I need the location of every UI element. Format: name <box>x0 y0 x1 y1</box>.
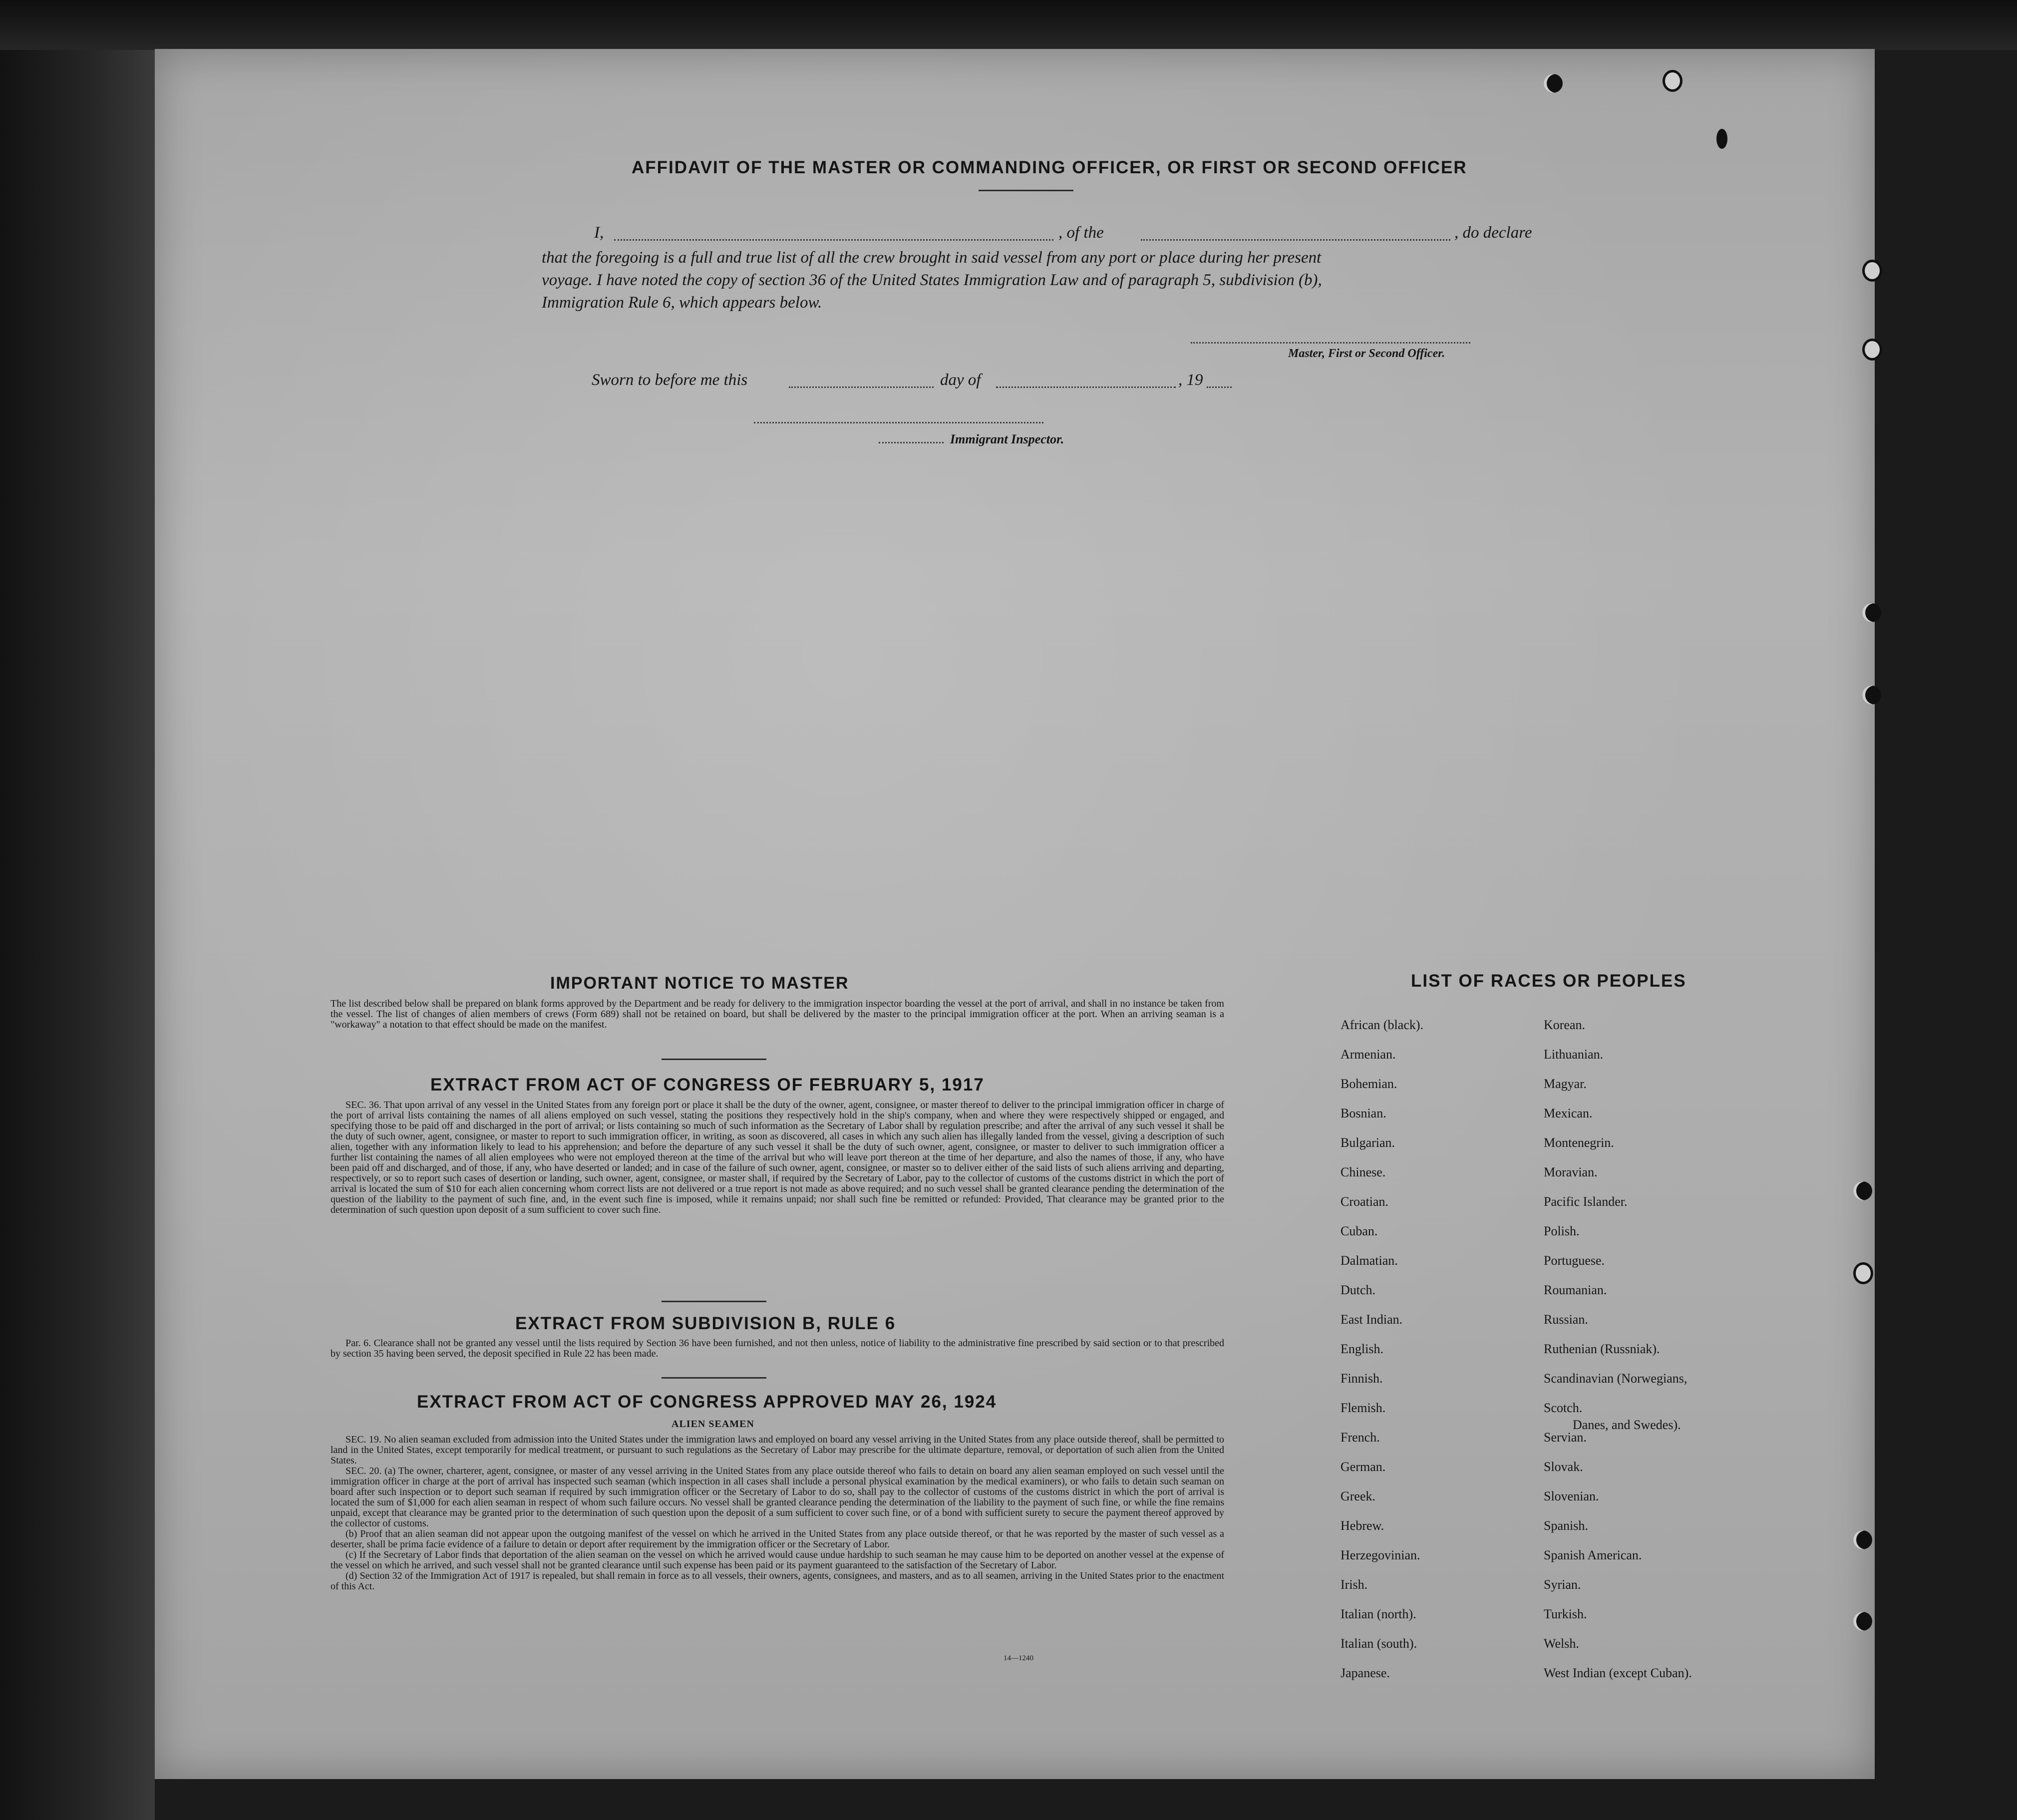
sworn-start: Sworn to before me this <box>592 371 748 389</box>
alien-seamen-subtitle: ALIEN SEAMEN <box>672 1419 754 1430</box>
race-item: Greek. <box>1341 1489 1376 1503</box>
extract-1924-title: EXTRACT FROM ACT OF CONGRESS APPROVED MAY 26, 1924 <box>417 1392 997 1412</box>
divider <box>662 1377 766 1379</box>
race-item: Bohemian. <box>1341 1077 1397 1091</box>
section-20b-text: (b) Proof that an alien seaman did not appear upon the outgoing manifest of the vessel on which he arrived in the United States from any place outside thereof, or that he was reported by the master of such vessel as a deserter, shall be prima facie evidence of a failure to detain or deport after requirement by the immigration officer or the Secretary of Labor. <box>331 1528 1224 1550</box>
affidavit-title: AFFIDAVIT OF THE MASTER OR COMMANDING OFFICER, OR FIRST OR SECOND OFFICER <box>632 158 1467 177</box>
rule-6-title: EXTRACT FROM SUBDIVISION B, RULE 6 <box>515 1314 896 1333</box>
sworn-year-blank[interactable] <box>1207 386 1232 388</box>
race-item: Ruthenian (Russniak). <box>1544 1342 1660 1356</box>
race-item: Spanish. <box>1544 1518 1588 1533</box>
race-item: Montenegrin. <box>1544 1135 1614 1150</box>
punch-hole-icon <box>1862 603 1881 622</box>
race-item: East Indian. <box>1341 1312 1403 1327</box>
race-item: Bulgarian. <box>1341 1135 1395 1150</box>
inspector-signature-line[interactable] <box>754 422 1043 423</box>
name-blank[interactable] <box>614 239 1053 241</box>
race-item: Turkish. <box>1544 1607 1587 1621</box>
race-item: Scotch. <box>1544 1401 1583 1415</box>
races-title: LIST OF RACES OR PEOPLES <box>1411 971 1686 991</box>
rule-6-text: Par. 6. Clearance shall not be granted any vessel until the lists required by Section 36 have been furnished, and not then unless, notice of liability to the administrative fine prescribed by said section or to that prescribed by section 35 having been served, the deposit specified in Rule 22 has been made. <box>331 1338 1224 1359</box>
race-item: African (black). <box>1341 1018 1424 1032</box>
race-item: Slovenian. <box>1544 1489 1599 1503</box>
punch-hole-icon <box>1862 686 1881 705</box>
race-item: Hebrew. <box>1341 1518 1384 1533</box>
race-item: Japanese. <box>1341 1666 1390 1680</box>
scan-border-left <box>0 0 155 1820</box>
sworn-day-of: day of <box>940 371 981 389</box>
race-item: Mexican. <box>1544 1106 1593 1120</box>
race-item: Bosnian. <box>1341 1106 1386 1120</box>
notice-title: IMPORTANT NOTICE TO MASTER <box>550 974 849 993</box>
punch-hole-icon <box>1862 260 1882 282</box>
race-item: Magyar. <box>1544 1077 1587 1091</box>
race-item: Lithuanian. <box>1544 1047 1604 1062</box>
section-36-text: SEC. 36. That upon arrival of any vessel in the United States from any foreign port or place it shall be the duty of the owner, agent, consignee, or master thereof to deliver to the principal immigration officer in charge of the port of arrival lists containing the names of all aliens employed on such vessel, stating the positions they respectively hold in the ship's company, when and where they were respectively shipped or engaged, and specifying those to be paid off and discharged in the port of arrival; or lists containing so much of such information as the Secretary of Labor shall by regulation prescribe; and after the arrival of any such vessel it shall be the duty of such owner, agent, consignee, or master to report to such immigration officer, in writing, as soon as discovered, all cases in which any such alien has illegally landed from the vessel, giving a description of such alien, together with any information likely to lead to his apprehension; and before the departure of any such vessel it shall be the duty of such owner, agent, consignee, or master to deliver to such immigration officer a further list containing the names of all alien employees who were not employed thereon at the time of the arrival but who will leave port thereon at the time of her departure, and also the names of those, if any, who have been paid off and discharged, and of those, if any, who have deserted or landed; and in case of the failure of such owner, agent, consignee, or master so to deliver either of the said lists of such aliens arriving and departing, respectively, or so to report such cases of desertion or landing, such owner, agent, consignee, or master shall, if required by the Secretary of Labor, pay to the collector of customs of the customs district in which the port of arrival is located the sum of $10 for each alien concerning whom correct lists are not delivered or a true report is not made as above required; and no such vessel shall be granted clearance pending the determination of the question of the liability to the payment of such fine, and, in the event such fine is imposed, while it remains unpaid; nor shall such fine be remitted or refunded: Provided, That clearance may be granted prior to the determination of such question upon deposit of a sum sufficient to cover such fine. <box>331 1099 1224 1215</box>
officer-caption: Master, First or Second Officer. <box>1288 347 1445 360</box>
race-item: West Indian (except Cuban). <box>1544 1666 1692 1680</box>
race-item: Spanish American. <box>1544 1548 1642 1562</box>
races-left-column <box>1341 1018 1520 1742</box>
punch-hole-icon <box>1853 1530 1872 1549</box>
race-item: Portuguese. <box>1544 1253 1605 1268</box>
document-page <box>155 49 1875 1779</box>
race-item: Slovak. <box>1544 1459 1583 1474</box>
race-item-continuation: Danes, and Swedes). <box>1573 1418 1681 1432</box>
race-item: Welsh. <box>1544 1636 1579 1651</box>
race-item: Korean. <box>1544 1018 1586 1032</box>
inspector-caption: Immigrant Inspector. <box>950 432 1064 446</box>
section-20c-text: (c) If the Secretary of Labor finds that deportation of the alien seaman on the vessel on which he arrived would cause undue hardship to such seaman he may cause him to be deported on another vessel at the expense of the vessel on which he arrived, and such vessel shall not be granted clearance until such expense has been paid or its payment guaranteed to the satisfaction of the Secretary of Labor. <box>331 1549 1224 1571</box>
race-item: Italian (south). <box>1341 1636 1417 1651</box>
race-item: Cuban. <box>1341 1224 1378 1238</box>
sworn-line <box>592 368 1390 393</box>
punch-hole-icon <box>1862 339 1882 361</box>
divider <box>662 1059 766 1060</box>
declaration-line-4: Immigration Rule 6, which appears below. <box>542 294 822 312</box>
declaration-line-3: voyage. I have noted the copy of section 36 of the United States Immigration Law and of paragraph 5, subdivision (b), <box>542 271 1322 289</box>
race-item: Dalmatian. <box>1341 1253 1398 1268</box>
inspector-title-blank <box>879 442 944 443</box>
sworn-month-blank[interactable] <box>996 386 1176 388</box>
notice-body: The list described below shall be prepared on blank forms approved by the Department and be ready for delivery to the immigration inspector boarding the vessel at the port of arrival, and shall in no instance be taken from the vessel. The list of changes of alien members of crews (Form 689) shall not be retained on board, but shall be delivered by the master to the principal immigration officer at the port. When an arriving seaman is a "workaway" a notation to that effect should be made on the manifest. <box>331 998 1224 1030</box>
declaration-start: I, <box>594 224 604 242</box>
race-item: Finnish. <box>1341 1371 1383 1386</box>
race-item: Dutch. <box>1341 1283 1376 1297</box>
vessel-blank[interactable] <box>1141 239 1450 241</box>
races-right-column <box>1544 1018 1823 1742</box>
section-20a-text: SEC. 20. (a) The owner, charterer, agent, consignee, or master of any vessel arriving in the United States from any place outside thereof who fails to detain on board any alien seaman employed on such vessel until the immigration officer in charge at the port of arrival has inspected such seaman (which inspection in all cases shall include a personal physical examination by the medical examiners), or who fails to detain such seaman on board after such inspection or to deport such seaman if required by such immigration officer or the Secretary of Labor to do so, shall pay to the collector of customs of the customs district in which the port of arrival is located the sum of $1,000 for each alien seaman in respect of whom such failure occurs. No vessel shall be granted clearance pending the determination of the liability to the payment of such fine, or while the fine remains unpaid, except that clearance may be granted prior to the determination of such question upon the deposit of a sum sufficient to cover such fine, or of a bond with sufficient surety to secure the payment thereof approved by the collector of customs. <box>331 1465 1224 1529</box>
race-item: English. <box>1341 1342 1383 1356</box>
race-item: Moravian. <box>1544 1165 1598 1179</box>
divider <box>662 1301 766 1302</box>
extract-1924-body <box>331 1435 1224 1592</box>
section-20d-text: (d) Section 32 of the Immigration Act of 1917 is repealed, but shall remain in force as to all vessels, their owners, agents, consignees, and masters, and as to all seamen, arriving in the United States prior to the enactment of this Act. <box>331 1570 1224 1592</box>
punch-hole-icon <box>1663 70 1682 92</box>
race-item: Italian (north). <box>1341 1607 1416 1621</box>
race-item: Flemish. <box>1341 1401 1386 1415</box>
section-19-text: SEC. 19. No alien seaman excluded from admission into the United States under the immigration laws and employed on board any vessel arriving in the United States from any place outside thereof, shall be permitted to land in the United States, except temporarily for medical treatment, or pursuant to such regulations as the Secretary of Labor may prescribe for the ultimate departure, removal, or deportation of such alien from the United States. <box>331 1434 1224 1466</box>
sworn-year: , 19 <box>1178 371 1203 389</box>
punch-hole-icon <box>1544 74 1563 93</box>
race-item: French. <box>1341 1430 1380 1445</box>
race-item: Servian. <box>1544 1430 1587 1445</box>
race-item: Herzegovinian. <box>1341 1548 1420 1562</box>
race-item: Scandinavian (Norwegians, <box>1544 1371 1687 1386</box>
form-number: 14—1240 <box>1004 1654 1033 1662</box>
race-item: Croatian. <box>1341 1194 1389 1209</box>
race-item: Syrian. <box>1544 1577 1581 1592</box>
race-item: Pacific Islander. <box>1544 1194 1628 1209</box>
scan-border-top <box>0 0 2017 50</box>
declaration-of-the: , of the <box>1058 224 1104 242</box>
race-item: Irish. <box>1341 1577 1368 1592</box>
declaration-line-1 <box>594 221 1692 246</box>
race-item: Armenian. <box>1341 1047 1396 1062</box>
sworn-day-blank[interactable] <box>789 386 934 388</box>
race-item: Roumanian. <box>1544 1283 1607 1297</box>
race-item: German. <box>1341 1459 1386 1474</box>
divider <box>979 190 1073 191</box>
punch-hole-icon <box>1853 1181 1872 1200</box>
race-item: Russian. <box>1544 1312 1588 1327</box>
extract-1917-title: EXTRACT FROM ACT OF CONGRESS OF FEBRUARY 5, 1917 <box>430 1075 985 1094</box>
race-item: Polish. <box>1544 1224 1580 1238</box>
punch-hole-icon <box>1853 1612 1872 1631</box>
declaration-do-declare: , do declare <box>1454 224 1532 242</box>
declaration-line-2: that the foregoing is a full and true list of all the crew brought in said vessel from any port or place during her present <box>542 249 1322 267</box>
race-item: Chinese. <box>1341 1165 1386 1179</box>
punch-hole-icon <box>1853 1262 1873 1284</box>
ink-mark <box>1716 129 1727 149</box>
officer-signature-line[interactable] <box>1191 342 1470 344</box>
